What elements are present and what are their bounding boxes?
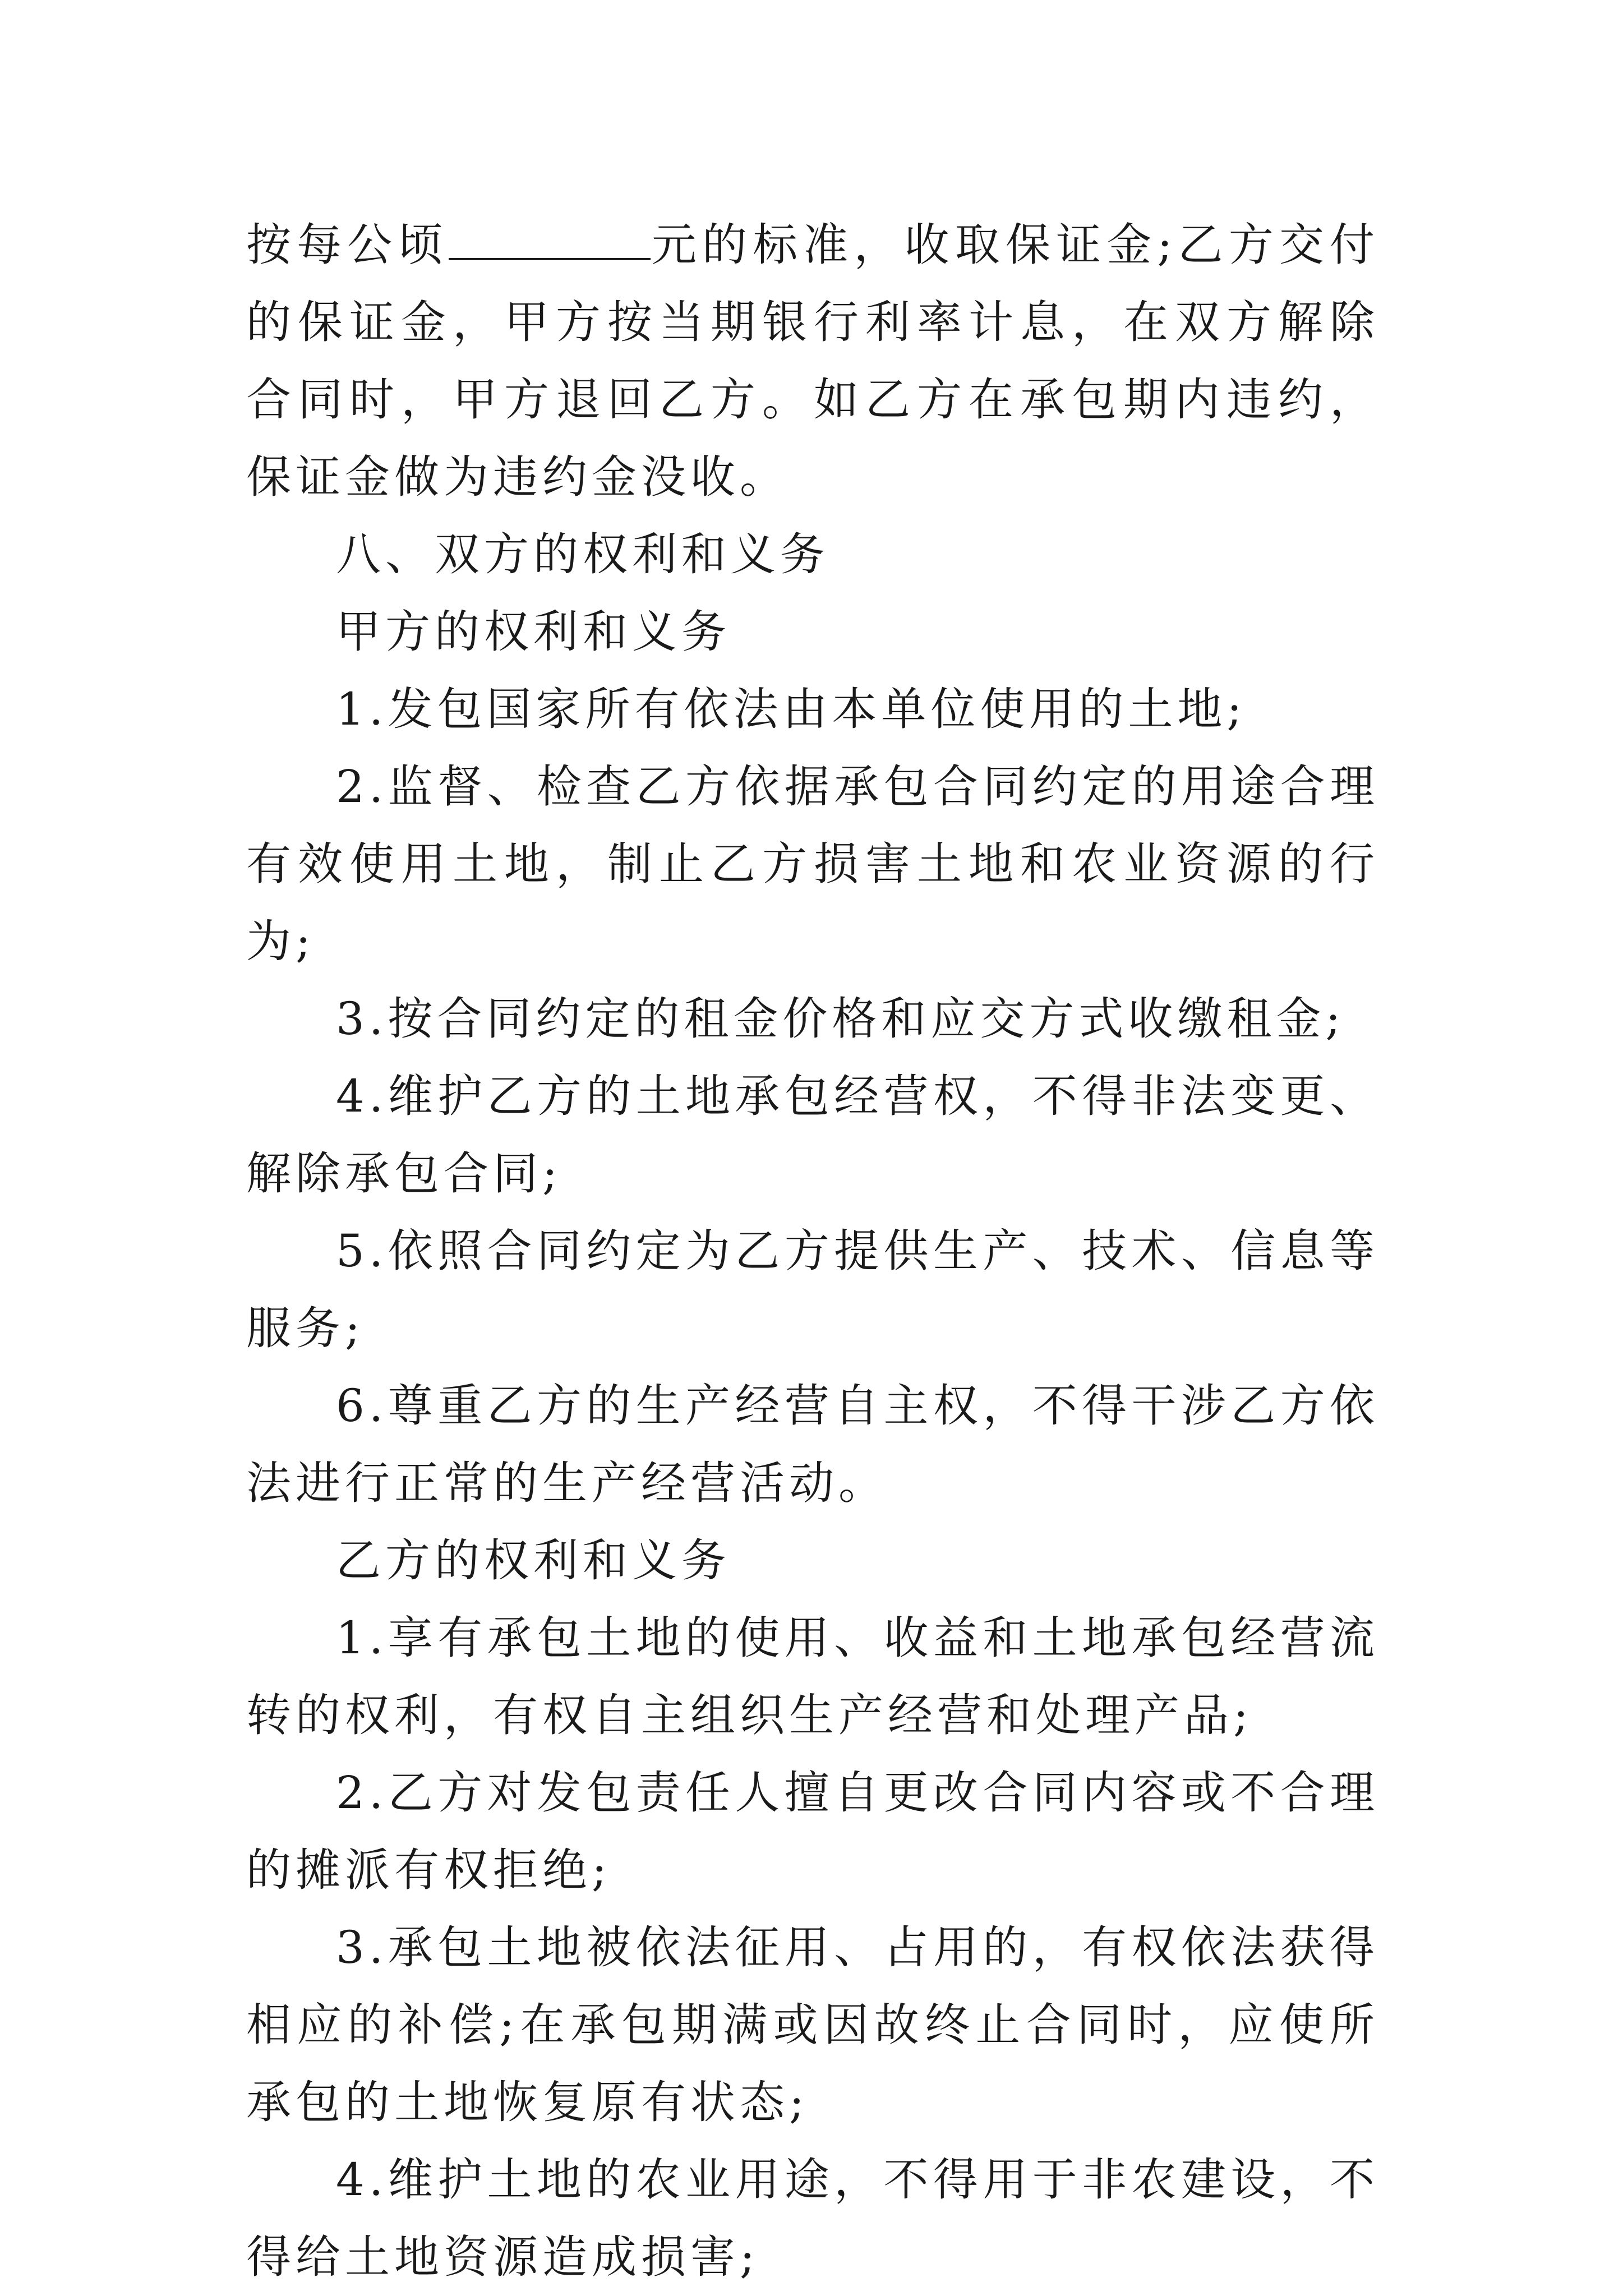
party-a-item: 6.尊重乙方的生产经营自主权，不得干涉乙方依法进行正常的生产经营活动。 xyxy=(246,1380,1379,1509)
party-b-heading: 乙方的权利和义务 xyxy=(336,1534,731,1587)
deposit-amount-blank xyxy=(449,219,651,260)
deposit-paragraph xyxy=(246,206,1379,516)
section-8-title: 八、双方的权利和义务 xyxy=(336,528,829,580)
party-b-item: 1.享有承包土地的使用、收益和土地承包经营流转的权利，有权自主组织生产经营和处理产品; xyxy=(246,1612,1379,1741)
party-b-item: 4.维护土地的农业用途，不得用于非农建设，不得给土地资源造成损害; xyxy=(246,2154,1379,2283)
deposit-text-after: 元的标准，收取保证金;乙方交付的保证金，甲方按当期银行利率计息，在双方解除合同时，甲方退回乙方。如乙方在承包期内违约，保证金做为违约金没收。 xyxy=(246,219,1380,503)
party-a-item: 1.发包国家所有依法由本单位使用的土地; xyxy=(336,683,1247,735)
deposit-text-before: 按每公顷 xyxy=(246,219,449,271)
party-a-item: 2.监督、检查乙方依据承包合同约定的用途合理有效使用土地，制止乙方损害土地和农业资源的行为; xyxy=(246,760,1379,967)
contract-body xyxy=(246,206,1379,2296)
party-b-item: 2.乙方对发包责任人擅自更改合同内容或不合理的摊派有权拒绝; xyxy=(246,1767,1379,1896)
party-a-heading: 甲方的权利和义务 xyxy=(336,606,731,658)
party-b-item: 3.承包土地被依法征用、占用的，有权依法获得相应的补偿;在承包期满或因故终止合同时，应使所承包的土地恢复原有状态; xyxy=(246,1921,1379,2128)
party-a-item: 5.依照合同约定为乙方提供生产、技术、信息等服务; xyxy=(246,1225,1379,1354)
party-a-item: 4.维护乙方的土地承包经营权，不得非法变更、解除承包合同; xyxy=(246,1070,1379,1200)
party-a-item: 3.按合同约定的租金价格和应交方式收缴租金; xyxy=(336,993,1345,1045)
